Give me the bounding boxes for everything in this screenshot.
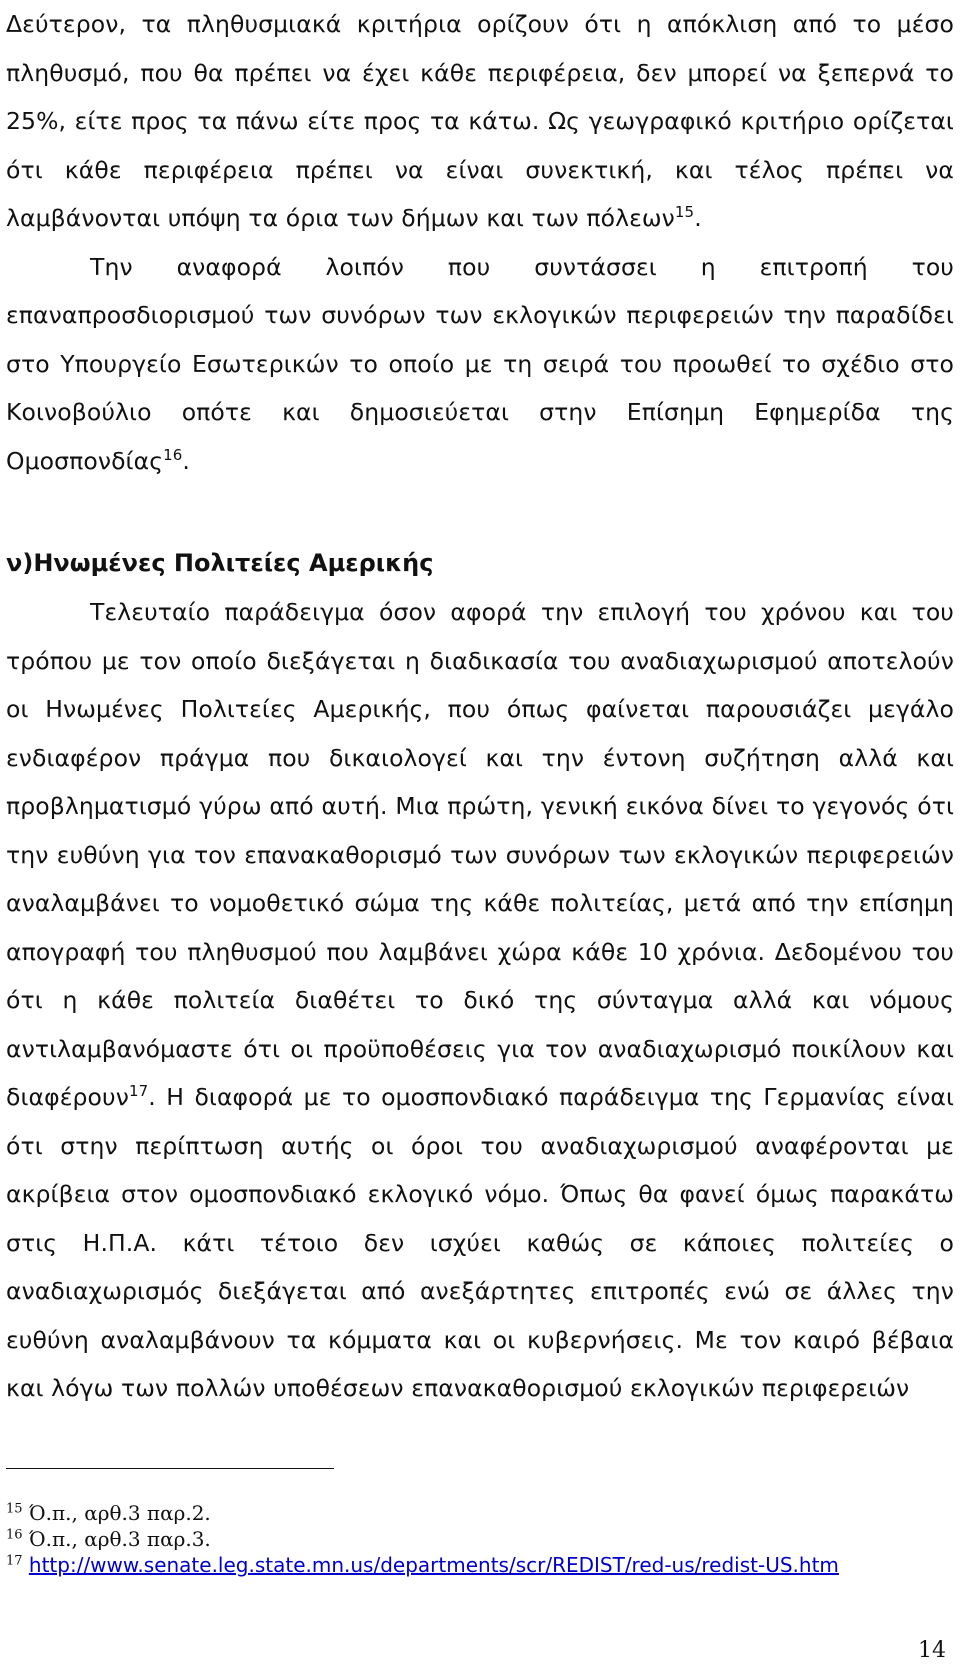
footnote-text: Ό.π., αρθ.3 παρ.2. [28, 1501, 211, 1525]
paragraph-usa [6, 588, 954, 1413]
footnote-number: 15 [6, 1501, 23, 1517]
paragraph-criteria-text: Δεύτερον, τα πληθυσμιακά κριτήρια ορίζουν ότι η απόκλιση από το μέσο πληθυσμό, που θα πρέπει να έχει κάθε περιφέρεια, δεν μπορεί να ξεπερνά το 25%, είτε προς τα πάνω είτε προς τα κάτω. Ως γεωγραφικό κριτήριο ορίζεται ότι κάθε περιφέρεια πρέπει να είναι συνεκτική, και τέλος πρέπει να λαμβάνονται υπόψη τα όρια των δήμων και των πόλεων [6, 10, 954, 232]
paragraph-report-body: Την αναφορά λοιπόν που συντάσσει η επιτροπή του επαναπροσδιορισμού των συνόρων των εκλογικών περιφερειών την παραδίδει στο Υπουργείο Εσωτερικών το οποίο με τη σειρά του προωθεί το σχέδιο στο Κοινοβούλιο οπότε και δημοσιεύεται στην Επίσημη Εφημερίδα της Ομοσπονδίας [6, 252, 954, 475]
page-number: 14 [918, 1638, 946, 1663]
footnote-link[interactable]: http://www.senate.leg.state.mn.us/departments/scr/REDIST/red-us/redist-US.htm [28, 1553, 839, 1577]
footnote-ref-15[interactable]: 15 [674, 203, 695, 222]
footnote-ref-16[interactable]: 16 [163, 445, 183, 464]
footnote-17 [6, 1552, 954, 1578]
footnote-16 [6, 1526, 954, 1552]
paragraph-usa-text: Τελευταίο παράδειγμα όσον αφορά την επιλογή του χρόνου και του τρόπου με τον οποίο διεξάγεται η διαδικασία του αναδιαχωρισμού αποτελούν οι Ηνωμένες Πολιτείες Αμερικής, που όπως φαίνεται παρουσιάζει μεγάλο ενδιαφέρον πράγμα που δικαιολογεί και την έντονη συζήτηση αλλά και προβληματισμό γύρω από αυτή. Μια πρώτη, γενική εικόνα δίνει το γεγονός ότι την ευθύνη για τον επανακαθορισμό των συνόρων των εκλογικών περιφερειών αναλαμβάνει το νομοθετικό σώμα της κάθε πολιτείας, μετά από την επίσημη απογραφή του πληθυσμού που λαμβάνει χώρα κάθε 10 χρόνια. Δεδομένου του ότι η κάθε πολιτεία διαθέτει το δικό της σύνταγμα αλλά και νόμους αντιλαμβανόμαστε ότι οι προϋποθέσεις για τον αναδιαχωρισμό ποικίλουν και διαφέρουν [6, 598, 954, 1111]
paragraph-usa-continued: . Η διαφορά με το ομοσπονδιακό παράδειγμα της Γερμανίας είναι ότι στην περίπτωση αυτής οι όροι του αναδιαχωρισμού αναφέρονται με ακρίβεια στον ομοσπονδιακό εκλογικό νόμο. Όπως θα φανεί όμως παρακάτω στις Η.Π.Α. κάτι τέτοιο δεν ισχύει καθώς σε κάποιες πολιτείες ο αναδιαχωρισμός διεξάγεται από ανεξάρτητες επιτροπές ενώ σε άλλες την ευθύνη αναλαμβάνουν τα κόμματα και οι κυβερνήσεις. Με τον καιρό βέβαια και λόγω των πολλών υποθέσεων επανακαθορισμού εκλογικών περιφερειών [6, 1083, 954, 1402]
footnote-ref-17[interactable]: 17 [128, 1082, 149, 1101]
footnote-15 [6, 1500, 954, 1526]
footnote-number: 16 [6, 1527, 23, 1543]
footnote-text: Ό.π., αρθ.3 παρ.3. [28, 1527, 211, 1551]
footnote-separator [6, 1468, 334, 1469]
document-page [6, 0, 954, 1678]
footnote-number: 17 [6, 1553, 23, 1569]
paragraph-report-end: . [182, 446, 190, 475]
paragraph-criteria-end: . [694, 204, 702, 232]
section-heading: ν)Ηνωμένες Πολιτείες Αμερικής [6, 549, 434, 577]
footnotes [6, 1500, 954, 1578]
paragraph-criteria [6, 0, 954, 485]
